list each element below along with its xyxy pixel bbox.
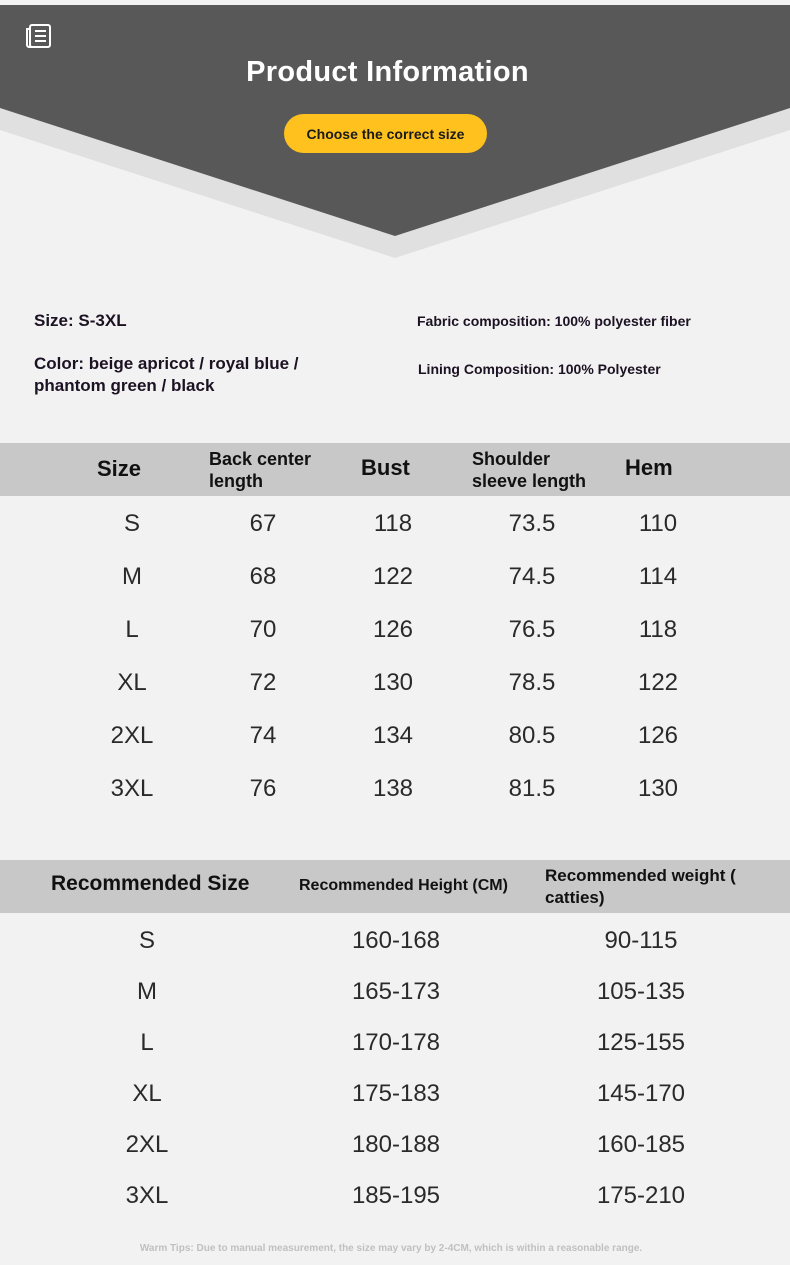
page-title: Product Information [246, 56, 529, 88]
back-length-cell: 74 [249, 722, 277, 749]
recommend-weight-cell: 105-135 [596, 978, 686, 1005]
recommend-height-cell: 180-188 [351, 1131, 441, 1158]
color-options-text: Color: beige apricot / royal blue / phantom green / black [34, 354, 299, 395]
bust-cell: 134 [372, 722, 414, 749]
size-cell: M [122, 563, 142, 590]
size-table-header-shoulder-sleeve: Shoulder sleeve length [472, 449, 587, 491]
fabric-composition-text: Fabric composition: 100% polyester fiber [417, 313, 691, 329]
shoulder-sleeve-cell: 76.5 [508, 616, 556, 643]
shoulder-sleeve-cell: 74.5 [508, 563, 556, 590]
recommend-size-cell: XL [132, 1080, 162, 1107]
recommend-size-cell: S [138, 927, 155, 954]
recommend-header-size: Recommended Size [51, 872, 250, 895]
shoulder-sleeve-cell: 80.5 [508, 722, 556, 749]
shoulder-sleeve-cell: 73.5 [508, 510, 556, 537]
bust-cell: 130 [372, 669, 414, 696]
recommend-size-cell: 3XL [125, 1182, 169, 1209]
recommend-size-cell: 2XL [125, 1131, 169, 1158]
hem-cell: 118 [638, 616, 678, 643]
recommend-header-height: Recommended Height (CM) [299, 877, 508, 894]
back-length-cell: 67 [249, 510, 277, 537]
lining-composition-text: Lining Composition: 100% Polyester [418, 361, 661, 377]
size-table-header-bust: Bust [361, 455, 410, 480]
recommend-weight-cell: 90-115 [604, 927, 678, 954]
recommend-weight-cell: 175-210 [596, 1182, 686, 1209]
hem-cell: 126 [637, 722, 679, 749]
recommend-height-cell: 175-183 [351, 1080, 441, 1107]
recommend-size-cell: M [137, 978, 157, 1005]
size-table-header-back-length: Back center length [209, 449, 312, 491]
size-cell: L [125, 616, 139, 643]
recommend-height-cell: 165-173 [351, 978, 441, 1005]
hem-cell: 110 [638, 510, 678, 537]
choose-size-button[interactable]: Choose the correct size [284, 114, 487, 153]
size-table-header-hem: Hem [625, 455, 673, 480]
bust-cell: 118 [373, 510, 413, 537]
bust-cell: 126 [372, 616, 414, 643]
recommend-header-weight: Recommended weight ( catties) [545, 866, 736, 907]
size-range-text: Size: S-3XL [34, 311, 127, 330]
size-cell: 2XL [110, 722, 154, 749]
recommend-size-cell: L [140, 1029, 154, 1056]
warm-tips-note: Warm Tips: Due to manual measurement, the size may vary by 2-4CM, which is within a reasonable range. [139, 1243, 643, 1254]
size-cell: 3XL [110, 775, 154, 802]
back-length-cell: 72 [249, 669, 277, 696]
hem-cell: 114 [638, 563, 678, 590]
header-banner [0, 0, 790, 270]
recommend-weight-cell: 125-155 [596, 1029, 686, 1056]
recommend-height-cell: 160-168 [351, 927, 441, 954]
bust-cell: 122 [372, 563, 414, 590]
back-length-cell: 68 [249, 563, 277, 590]
document-list-icon[interactable] [24, 22, 54, 50]
recommend-height-cell: 185-195 [351, 1182, 441, 1209]
bust-cell: 138 [372, 775, 414, 802]
shoulder-sleeve-cell: 78.5 [508, 669, 556, 696]
hem-cell: 130 [637, 775, 679, 802]
size-cell: XL [117, 669, 147, 696]
hem-cell: 122 [637, 669, 679, 696]
back-length-cell: 76 [249, 775, 277, 802]
recommend-weight-cell: 145-170 [596, 1080, 686, 1107]
size-cell: S [123, 510, 140, 537]
recommend-height-cell: 170-178 [351, 1029, 441, 1056]
recommend-weight-cell: 160-185 [596, 1131, 686, 1158]
size-table-header-size: Size [97, 456, 142, 481]
shoulder-sleeve-cell: 81.5 [508, 775, 556, 802]
back-length-cell: 70 [249, 616, 277, 643]
